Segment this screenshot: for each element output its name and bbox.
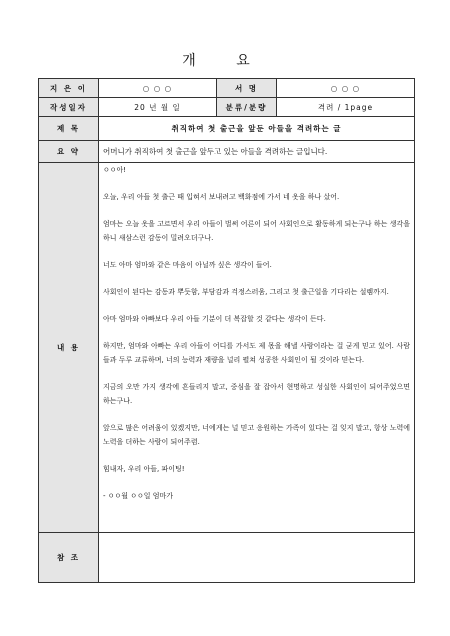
date-row <box>39 98 415 117</box>
summary-form-table <box>38 78 415 583</box>
summary-row <box>39 141 415 163</box>
content-paragraph: 앞으로 많은 어려움이 있겠지만, 너에게는 널 믿고 응원하는 가족이 있다는 걸 잊지 말고, 항상 노력에 노력을 더하는 사람이 되어주렴. <box>103 424 410 446</box>
summary-label: 요 약 <box>39 141 99 163</box>
category-value: 격려 / 1page <box>277 98 415 117</box>
content-paragraph: 힘내자, 우리 아들, 파이팅! <box>103 465 185 473</box>
subject-value: 취직하여 첫 출근을 앞둔 아들을 격려하는 글 <box>99 117 415 141</box>
content-signoff: - ㅇㅇ월 ㅇㅇ일 엄마가 <box>103 492 174 500</box>
signature-value: ○ ○ ○ <box>277 79 415 98</box>
author-value: ○ ○ ○ <box>99 79 217 98</box>
subject-label: 제 목 <box>39 117 99 141</box>
content-row <box>39 163 415 533</box>
content-paragraph: 오늘, 우리 아들 첫 출근 때 입혀서 보내려고 백화점에 가서 네 옷을 하나 샀어. <box>103 193 340 201</box>
signature-label: 서 명 <box>217 79 277 98</box>
date-label: 작성일자 <box>39 98 99 117</box>
content-body <box>99 163 415 533</box>
content-paragraph: 엄마는 오늘 옷을 고르면서 우리 아들이 벌써 어른이 되어 사회인으로 활동하게 되는구나 하는 생각을 하니 새삼스런 감동이 밀려오더구나. <box>103 220 410 242</box>
date-value: 20 년 월 일 <box>99 98 217 117</box>
author-row <box>39 79 415 98</box>
reference-row <box>39 533 415 583</box>
content-paragraph: 사회인이 된다는 감동과 뿌듯함, 부담감과 걱정스러움, 그리고 첫 출근일을 기다리는 설렘까지. <box>103 288 389 296</box>
content-label: 내 용 <box>39 163 99 533</box>
author-label: 지 은 이 <box>39 79 99 98</box>
content-paragraph: 하지만, 엄마와 아빠는 우리 아들이 어디를 가서도 제 몫을 해낼 사람이라는 걸 굳게 믿고 있어. 사람들과 두루 교류하며, 너의 능력과 재량을 널리 펼쳐 성공한 사회인이 될 것이라 믿는다. <box>103 342 410 364</box>
page-title: 개 요 <box>182 53 268 69</box>
category-label: 분류/분량 <box>217 98 277 117</box>
content-paragraph: 아마 엄마와 아빠보다 우리 아들 기분이 더 복잡할 것 같다는 생각이 든다. <box>103 315 326 323</box>
content-paragraph: 지금의 오만 가지 생각에 흔들리지 말고, 중심을 잘 잡아서 현명하고 성실한 사회인이 되어주었으면 하는구나. <box>103 383 410 405</box>
content-paragraph: ㅇㅇ아! <box>103 166 127 174</box>
subject-row <box>39 117 415 141</box>
summary-value: 어머니가 취직하여 첫 출근을 앞두고 있는 아들을 격려하는 글입니다. <box>99 141 415 163</box>
reference-label: 참 조 <box>39 533 99 583</box>
content-paragraph: 너도 아마 엄마와 같은 마음이 아닐까 싶은 생각이 들어. <box>103 261 272 269</box>
reference-value <box>99 533 415 583</box>
